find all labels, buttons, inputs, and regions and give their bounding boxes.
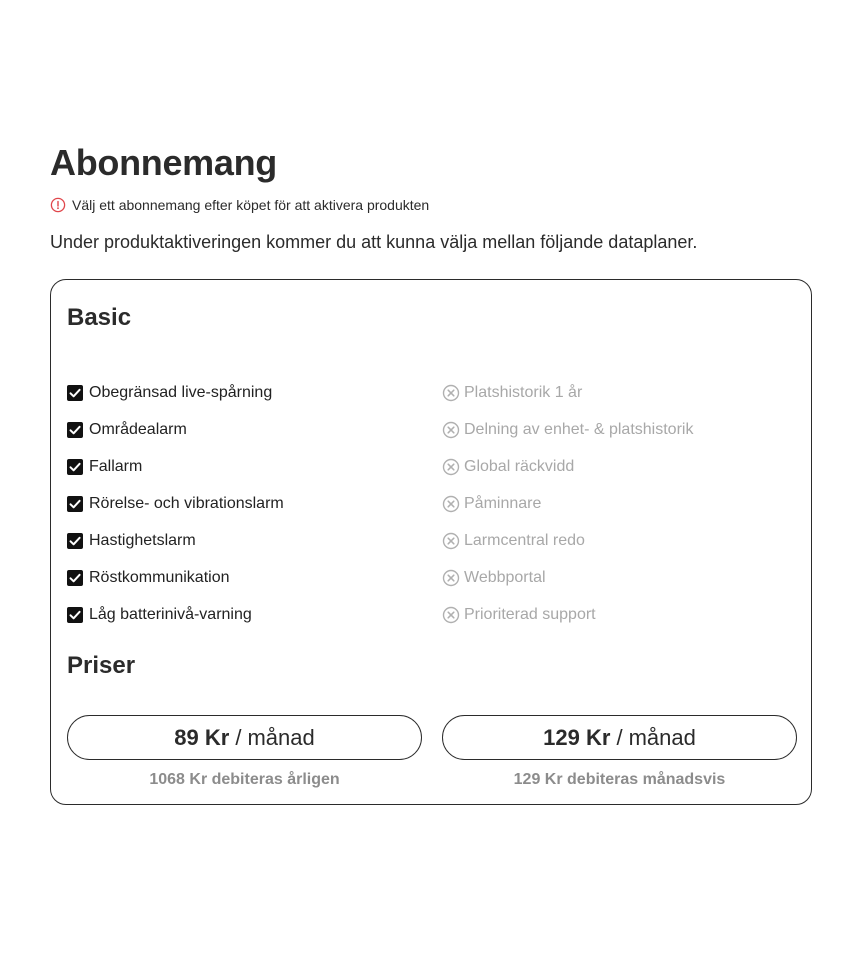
excluded-feature [442,485,693,522]
plan-name: Basic [67,304,132,331]
included-feature-label: Områdealarm [89,420,187,438]
included-feature [67,411,284,448]
included-feature-label: Röstkommunikation [89,568,230,586]
excluded-feature-label: Global räckvidd [464,457,575,475]
x-circle-icon [442,606,460,624]
included-feature-label: Låg batterinivå-varning [89,605,252,623]
checkbox-checked-icon [67,533,83,549]
included-feature-label: Obegränsad live-spårning [89,383,273,401]
x-circle-icon [442,532,460,550]
included-feature-label: Fallarm [89,457,143,475]
excluded-feature [442,411,693,448]
prices-heading: Priser [67,652,136,679]
included-feature [67,485,284,522]
annual-billing-note: 1068 Kr debiteras årligen [149,771,340,788]
x-circle-icon [442,421,460,439]
excluded-feature [442,448,693,485]
info-icon [50,197,66,213]
excluded-feature-label: Larmcentral redo [464,531,585,549]
checkbox-checked-icon [67,570,83,586]
plan-card [50,279,812,805]
price-option-annual [67,715,422,789]
excluded-feature [442,559,693,596]
included-feature [67,559,284,596]
monthly-price-button[interactable] [442,715,797,760]
x-circle-icon [442,495,460,513]
x-circle-icon [442,384,460,402]
activation-notice [50,197,429,213]
price-amount: 129 Kr [543,724,611,750]
annual-price-button[interactable] [67,715,422,760]
checkbox-checked-icon [67,459,83,475]
included-feature [67,596,284,633]
intro-text: Under produktaktiveringen kommer du att kunna välja mellan följande dataplaner. [50,232,698,252]
price-separator: / [235,724,242,750]
excluded-feature [442,522,693,559]
excluded-features-list [442,374,693,633]
page-title: Abonnemang [50,142,277,183]
x-circle-icon [442,569,460,587]
price-separator: / [616,724,623,750]
included-feature [67,374,284,411]
price-period: månad [628,724,696,750]
checkbox-checked-icon [67,385,83,401]
x-circle-icon [442,458,460,476]
included-feature-label: Hastighetslarm [89,531,196,549]
checkbox-checked-icon [67,496,83,512]
excluded-feature-label: Påminnare [464,494,542,512]
monthly-billing-note: 129 Kr debiteras månadsvis [513,771,726,788]
excluded-feature-label: Webbportal [464,568,546,586]
excluded-feature-label: Platshistorik 1 år [464,383,583,401]
price-amount: 89 Kr [174,724,230,750]
included-features-list [67,374,284,633]
included-feature [67,448,284,485]
included-feature-label: Rörelse- och vibrationslarm [89,494,284,512]
checkbox-checked-icon [67,422,83,438]
excluded-feature-label: Prioriterad support [464,605,596,623]
excluded-feature [442,374,693,411]
excluded-feature [442,596,693,633]
included-feature [67,522,284,559]
price-period: månad [247,724,315,750]
excluded-feature-label: Delning av enhet- & platshistorik [464,420,694,438]
notice-text: Välj ett abonnemang efter köpet för att aktivera produkten [72,197,430,213]
checkbox-checked-icon [67,607,83,623]
price-option-monthly [442,715,797,789]
